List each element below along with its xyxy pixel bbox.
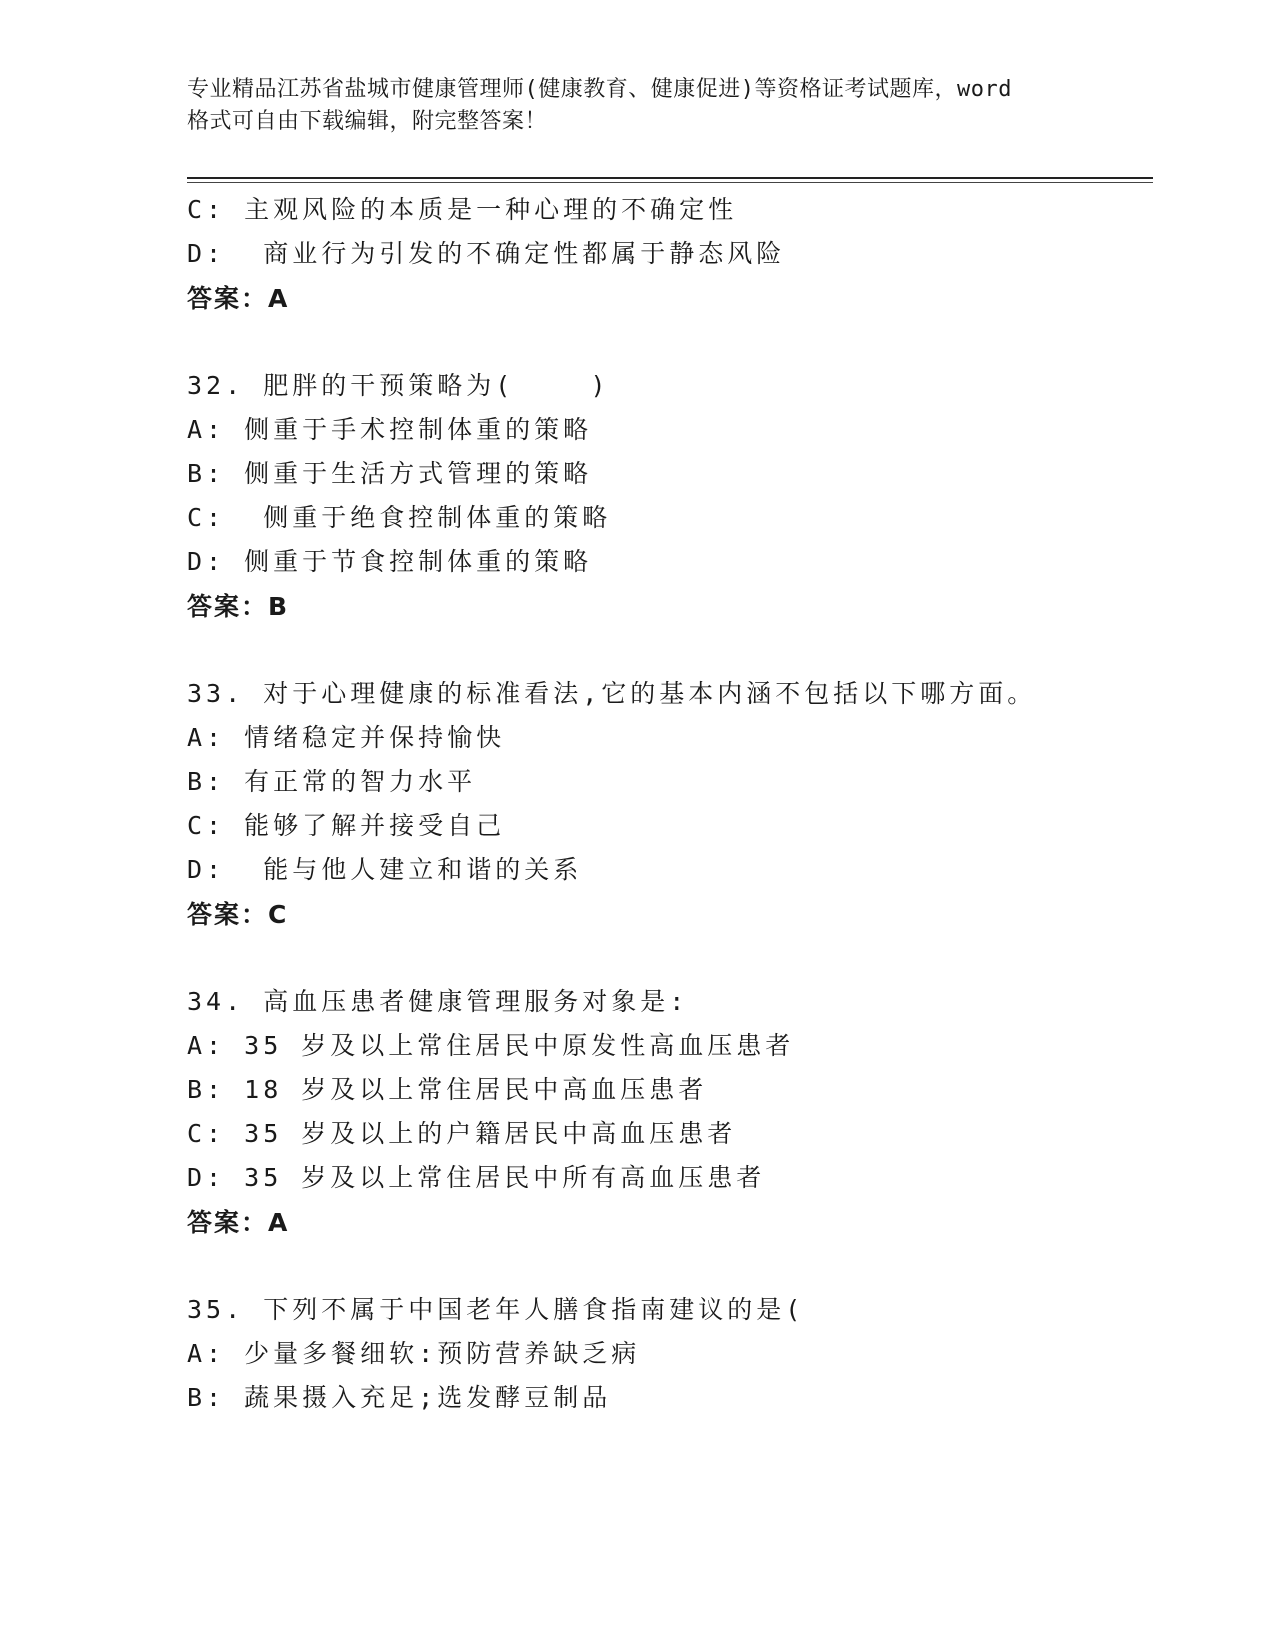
question-32-answer: 答案：B	[187, 592, 290, 621]
question-33-option-d: D: 能与他人建立和谐的关系	[187, 855, 583, 884]
question-34-answer: 答案：A	[187, 1208, 290, 1237]
question-35-option-b: B: 蔬果摄入充足;选发酵豆制品	[187, 1383, 612, 1412]
question-32-option-d: D: 侧重于节食控制体重的策略	[187, 547, 593, 576]
question-33-option-b: B: 有正常的智力水平	[187, 767, 477, 796]
question-32-option-c: C: 侧重于绝食控制体重的策略	[187, 503, 612, 532]
question-34-option-a: A: 35 岁及以上常住居民中原发性高血压患者	[187, 1031, 795, 1060]
question-33-answer: 答案：C	[187, 900, 289, 929]
question-33-stem: 33. 对于心理健康的标准看法,它的基本内涵不包括以下哪方面。	[187, 679, 1037, 708]
header-divider-thin	[187, 182, 1153, 183]
prev-option-c: C: 主观风险的本质是一种心理的不确定性	[187, 195, 738, 224]
question-32-option-b: B: 侧重于生活方式管理的策略	[187, 459, 593, 488]
question-33-option-c: C: 能够了解并接受自己	[187, 811, 506, 840]
prev-answer: 答案：A	[187, 284, 290, 313]
question-32-stem: 32. 肥胖的干预策略为( )	[187, 371, 610, 400]
question-32-option-a: A: 侧重于手术控制体重的策略	[187, 415, 593, 444]
question-34-option-b: B: 18 岁及以上常住居民中高血压患者	[187, 1075, 708, 1104]
question-35-option-a: A: 少量多餐细软:预防营养缺乏病	[187, 1339, 641, 1368]
header-line-1: 专业精品江苏省盐城市健康管理师(健康教育、健康促进)等资格证考试题库，word	[187, 77, 1012, 102]
prev-option-d: D: 商业行为引发的不确定性都属于静态风险	[187, 239, 786, 268]
page-header	[187, 74, 1087, 138]
question-34-stem: 34. 高血压患者健康管理服务对象是:	[187, 987, 689, 1016]
question-35-stem: 35. 下列不属于中国老年人膳食指南建议的是(	[187, 1295, 805, 1324]
question-34-option-d: D: 35 岁及以上常住居民中所有高血压患者	[187, 1163, 766, 1192]
question-34-option-c: C: 35 岁及以上的户籍居民中高血压患者	[187, 1119, 737, 1148]
question-33-option-a: A: 情绪稳定并保持愉快	[187, 723, 506, 752]
header-divider	[187, 177, 1153, 179]
header-line-2: 格式可自由下载编辑，附完整答案！	[187, 109, 548, 134]
